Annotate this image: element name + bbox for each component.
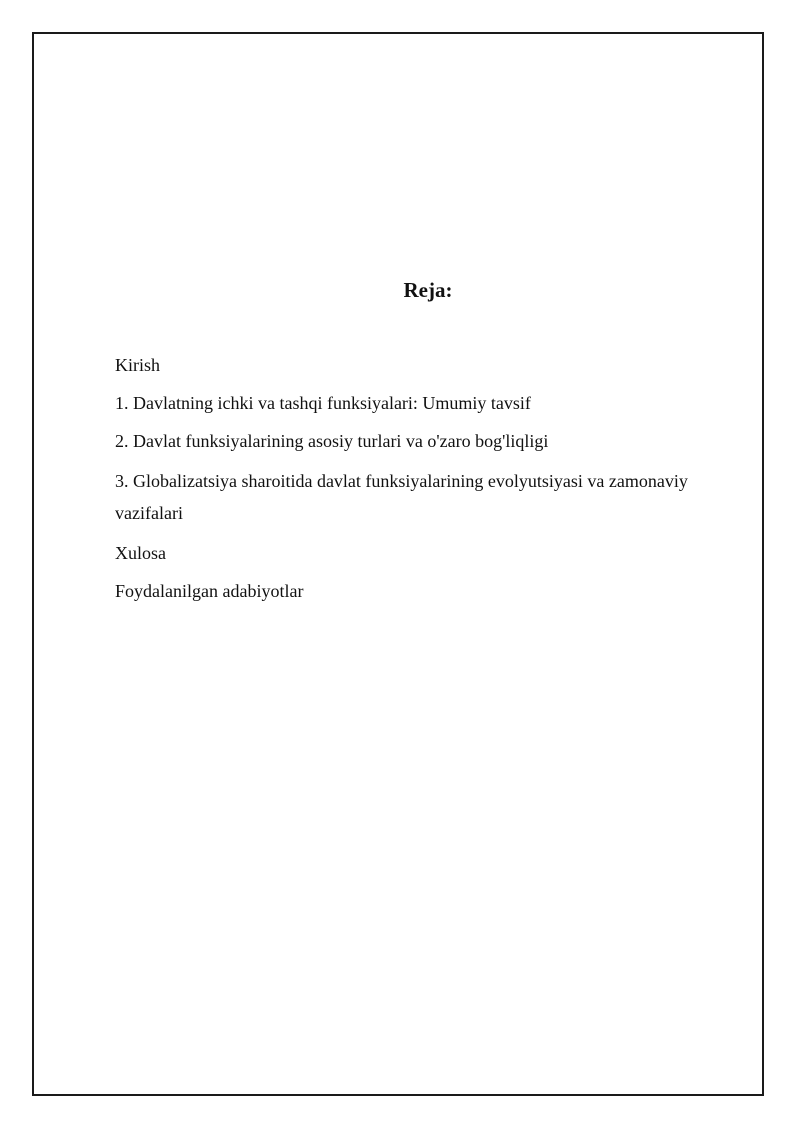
toc-item-section-3: 3. Globalizatsiya sharoitida davlat funksiyalarining evolyutsiyasi va zamonaviy vazifalari <box>115 471 688 523</box>
toc-item-conclusion: Xulosa <box>115 543 166 563</box>
toc-item-introduction: Kirish <box>115 355 160 375</box>
table-of-contents <box>115 351 725 615</box>
toc-item-section-1: 1. Davlatning ichki va tashqi funksiyalari: Umumiy tavsif <box>115 393 531 413</box>
page-title: Reja: <box>403 278 453 302</box>
toc-item-references: Foydalanilgan adabiyotlar <box>115 581 304 601</box>
toc-item-section-2: 2. Davlat funksiyalarining asosiy turlari va o'zaro bog'liqligi <box>115 431 549 451</box>
